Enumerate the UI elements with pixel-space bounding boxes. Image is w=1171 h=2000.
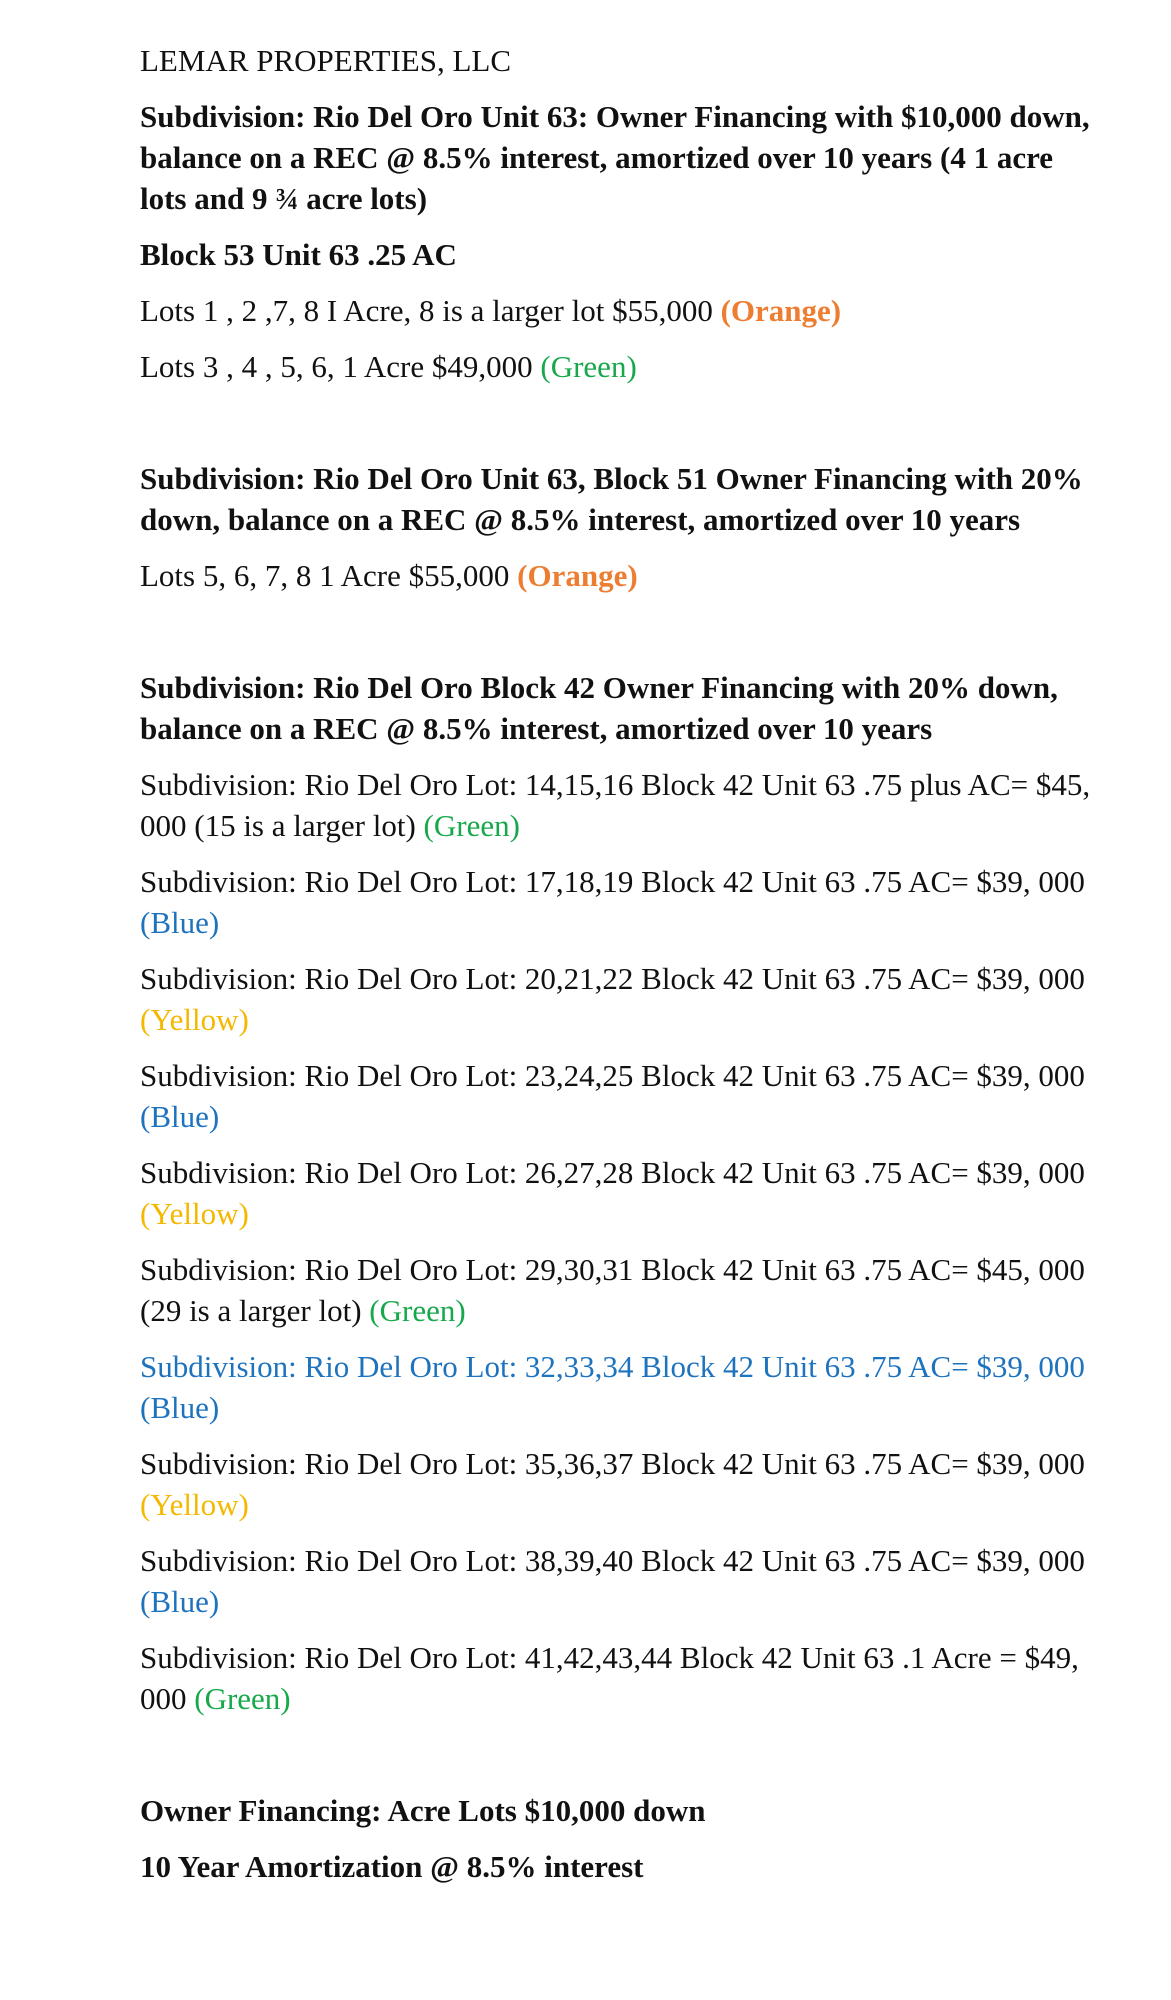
footer-line-2: 10 Year Amortization @ 8.5% interest bbox=[140, 1849, 644, 1884]
lot-entry bbox=[140, 764, 1091, 846]
lot-entry bbox=[140, 1637, 1091, 1719]
color-label-yellow: (Yellow) bbox=[140, 1002, 249, 1037]
section2-heading: Subdivision: Rio Del Oro Unit 63, Block 51 Owner Financing with 20% down, balance on a REC @ 8.5% interest, amortized over 10 years bbox=[140, 461, 1083, 537]
section1-block: Block 53 Unit 63 .25 AC bbox=[140, 237, 457, 272]
lot-entry bbox=[140, 1540, 1091, 1622]
lot-text: Lots 1 , 2 ,7, 8 I Acre, 8 is a larger lot $55,000 bbox=[140, 293, 721, 328]
lot-entry bbox=[140, 861, 1091, 943]
lot-entry bbox=[140, 1152, 1091, 1234]
section3-heading: Subdivision: Rio Del Oro Block 42 Owner Financing with 20% down, balance on a REC @ 8.5% interest, amortized over 10 years bbox=[140, 670, 1058, 746]
lot-text: Subdivision: Rio Del Oro Lot: 32,33,34 Block 42 Unit 63 .75 AC= $39, 000 bbox=[140, 1349, 1085, 1384]
lot-text: Subdivision: Rio Del Oro Lot: 17,18,19 Block 42 Unit 63 .75 AC= $39, 000 bbox=[140, 864, 1085, 899]
lot-text: Lots 5, 6, 7, 8 1 Acre $55,000 bbox=[140, 558, 518, 593]
color-label-yellow: (Yellow) bbox=[140, 1196, 249, 1231]
color-label-blue: (Blue) bbox=[140, 1099, 220, 1134]
lot-text: Subdivision: Rio Del Oro Lot: 20,21,22 Block 42 Unit 63 .75 AC= $39, 000 bbox=[140, 961, 1085, 996]
section2-lot-line bbox=[140, 555, 1091, 596]
color-label-orange: (Orange) bbox=[720, 293, 842, 328]
spacer bbox=[140, 611, 1091, 667]
section1-lot-line bbox=[140, 290, 1091, 331]
color-label-green: (Green) bbox=[369, 1293, 466, 1328]
section1-heading: Subdivision: Rio Del Oro Unit 63: Owner Financing with $10,000 down, balance on a REC @ 8.5% interest, amortized over 10 years (4 1 acre lots and 9 ¾ acre lots) bbox=[140, 99, 1090, 216]
color-label-green: (Green) bbox=[540, 349, 637, 384]
lot-text: Subdivision: Rio Del Oro Lot: 38,39,40 Block 42 Unit 63 .75 AC= $39, 000 bbox=[140, 1543, 1085, 1578]
lot-text: Subdivision: Rio Del Oro Lot: 29,30,31 Block 42 Unit 63 .75 AC= $45, 000 (29 is a larger lot) bbox=[140, 1252, 1085, 1328]
color-label-green: (Green) bbox=[194, 1681, 291, 1716]
lot-text: Subdivision: Rio Del Oro Lot: 41,42,43,44 Block 42 Unit 63 .1 Acre = $49, 000 bbox=[140, 1640, 1079, 1716]
lot-entry bbox=[140, 1249, 1091, 1331]
color-label-blue: (Blue) bbox=[140, 1584, 220, 1619]
lot-entry bbox=[140, 1055, 1091, 1137]
spacer bbox=[140, 1734, 1091, 1790]
lot-entry-highlighted bbox=[140, 1346, 1091, 1428]
lot-text: Subdivision: Rio Del Oro Lot: 35,36,37 Block 42 Unit 63 .75 AC= $39, 000 bbox=[140, 1446, 1085, 1481]
color-label-blue: (Blue) bbox=[140, 905, 220, 940]
spacer bbox=[140, 402, 1091, 458]
company-name: LEMAR PROPERTIES, LLC bbox=[140, 43, 512, 78]
footer-line-1: Owner Financing: Acre Lots $10,000 down bbox=[140, 1793, 706, 1828]
lot-entry bbox=[140, 958, 1091, 1040]
lot-text: Subdivision: Rio Del Oro Lot: 14,15,16 Block 42 Unit 63 .75 plus AC= $45, 000 (15 is a larger lot) bbox=[140, 767, 1091, 843]
lot-text: Subdivision: Rio Del Oro Lot: 23,24,25 Block 42 Unit 63 .75 AC= $39, 000 bbox=[140, 1058, 1085, 1093]
color-label-orange: (Orange) bbox=[517, 558, 638, 593]
color-label-green: (Green) bbox=[423, 808, 520, 843]
lot-text: Lots 3 , 4 , 5, 6, 1 Acre $49,000 bbox=[140, 349, 541, 384]
lot-entry bbox=[140, 1443, 1091, 1525]
color-label-blue: (Blue) bbox=[140, 1390, 220, 1425]
color-label-yellow: (Yellow) bbox=[140, 1487, 249, 1522]
lot-text: Subdivision: Rio Del Oro Lot: 26,27,28 Block 42 Unit 63 .75 AC= $39, 000 bbox=[140, 1155, 1085, 1190]
section1-lot-line bbox=[140, 346, 1091, 387]
